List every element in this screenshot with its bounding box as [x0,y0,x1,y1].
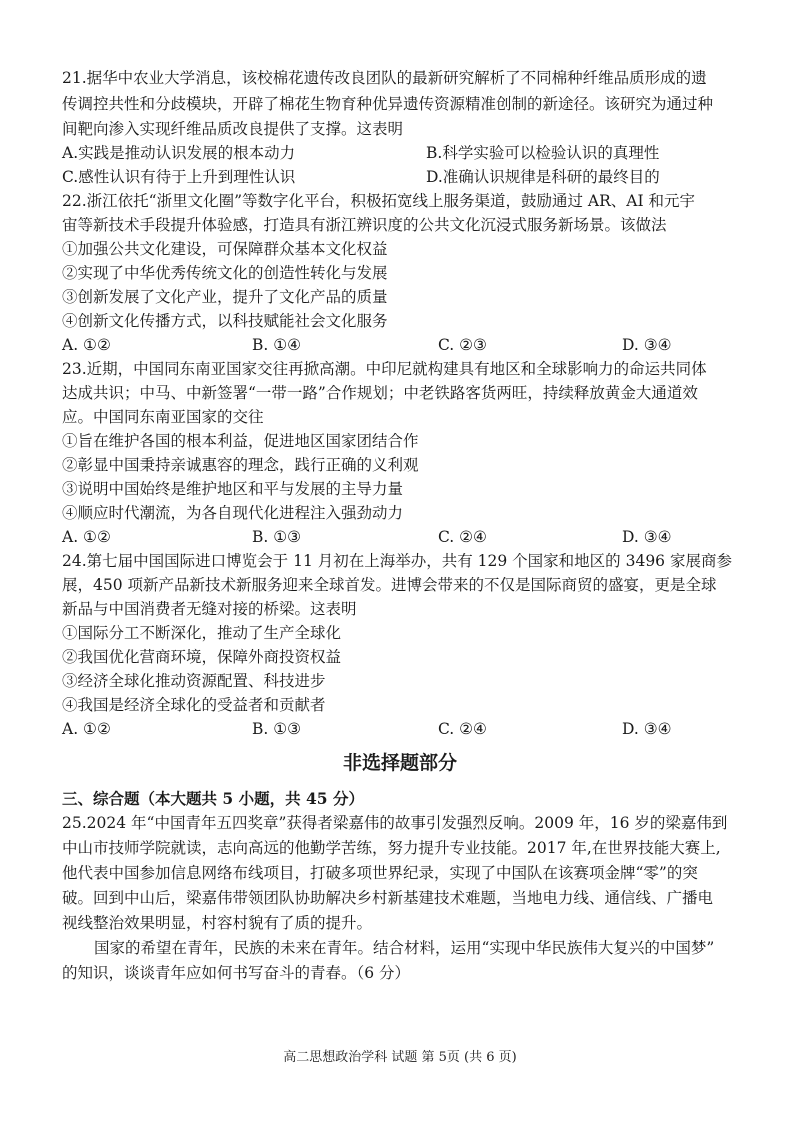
q25-material-line-2: 中山市技师学院就读，志向高远的他勤学苦练，努力提升专业技能。2017 年,在世界技能大赛上, [62,839,721,857]
q25-material-line-1: 25.2024 年“中国青年五四奖章”获得者梁嘉伟的故事引发强烈反响。2009 年，16 岁的梁嘉伟到 [62,814,728,832]
q22-item-1: ①加强公共文化建设，可保障群众基本文化权益 [62,240,388,258]
q23-item-1: ①旨在维护各国的根本利益，促进地区国家团结合作 [62,432,419,450]
q24-item-1: ①国际分工不断深化，推动了生产全球化 [62,624,342,642]
q23-option-a: A. ①② [62,528,111,546]
q22-item-2: ②实现了中华优秀传统文化的创造性转化与发展 [62,264,388,282]
q24-item-3: ③经济全球化推动资源配置、科技进步 [62,672,326,690]
q23-stem-line-2: 达成共识；中马、中新签署“一带一路”合作规划；中老铁路客货两旺，持续释放黄金大通道效 [62,384,698,402]
q23-options [62,525,738,549]
q23-stem-line-1: 23.近期，中国同东南亚国家交往再掀高潮。中印尼就构建具有地区和全球影响力的命运共同体 [62,360,707,378]
q25-material-line-3: 他代表中国参加信息网络布线项目，打破多项世界纪录，实现了中国队在该赛项金牌“零”的突 [62,864,698,882]
q25-material-line-4: 破。回到中山后，梁嘉伟带领团队协助解决乡村新基建技术难题，当地电力线、通信线、广播电 [62,889,714,907]
q21-option-a: A.实践是推动认识发展的根本动力 [62,144,296,162]
q21-option-b: B.科学实验可以检验认识的真理性 [426,144,660,162]
q22-item-4: ④创新文化传播方式，以科技赋能社会文化服务 [62,312,388,330]
q24-options [62,717,738,741]
q25-prompt-line-2: 的知识，谈谈青年应如何书写奋斗的青春。（6 分） [62,964,411,982]
q24-item-2: ②我国优化营商环境，保障外商投资权益 [62,648,342,666]
q22-stem-line-2: 宙等新技术手段提升体验感，打造具有浙江辨识度的公共文化沉浸式服务新场景。该做法 [62,216,667,234]
q24-option-b: B. ①③ [252,720,302,738]
q24-stem-line-3: 新品与中国消费者无缝对接的桥梁。这表明 [62,600,357,618]
q24-item-4: ④我国是经济全球化的受益者和贡献者 [62,696,326,714]
q23-option-d: D. ③④ [622,528,672,546]
q22-option-c: C. ②③ [438,336,487,354]
q21-option-d: D.准确认识规律是科研的最终目的 [426,168,660,186]
q21-stem-line-2: 传调控共性和分歧模块，开辟了棉花生物育种优异遗传资源精准创制的新途径。该研究为通过种 [62,95,714,113]
q24-option-a: A. ①② [62,720,111,738]
q21-stem-line-1: 21.据华中农业大学消息，该校棉花遗传改良团队的最新研究解析了不同棉种纤维品质形成的遗 [62,69,707,87]
q24-option-c: C. ②④ [438,720,487,738]
q22-option-b: B. ①④ [252,336,302,354]
q23-option-c: C. ②④ [438,528,487,546]
q21-option-c: C.感性认识有待于上升到理性认识 [62,168,296,186]
q24-option-d: D. ③④ [622,720,672,738]
q24-stem-line-1: 24.第七届中国国际进口博览会于 11 月初在上海举办，共有 129 个国家和地区的 3496 家展商参 [62,552,732,570]
q22-option-d: D. ③④ [622,336,672,354]
q22-option-a: A. ①② [62,336,111,354]
page-footer: 高二思想政治学科 试题 第 5页 (共 6 页) [283,1050,517,1065]
q21-stem-line-3: 间靶向渗入实现纤维品质改良提供了支撑。这表明 [62,120,404,138]
q22-options [62,333,738,357]
q23-item-2: ②彰显中国秉持亲诚惠容的理念，践行正确的义利观 [62,456,419,474]
section-title: 非选择题部分 [342,752,457,774]
q21-options-row-2 [62,165,738,189]
q23-item-3: ③说明中国始终是维护地区和平与发展的主导力量 [62,480,404,498]
q21-options-row-1 [62,141,738,165]
q23-option-b: B. ①③ [252,528,302,546]
part-title: 三、综合题（本大题共 5 小题，共 45 分） [62,789,364,808]
q22-item-3: ③创新发展了文化产业，提升了文化产品的质量 [62,288,388,306]
q23-item-4: ④顺应时代潮流，为各自现代化进程注入强劲动力 [62,504,404,522]
q25-prompt-line-1: 国家的希望在青年，民族的未来在青年。结合材料，运用“实现中华民族伟大复兴的中国梦” [94,939,715,957]
q24-stem-line-2: 展，450 项新产品新技术新服务迎来全球首发。进博会带来的不仅是国际商贸的盛宴，更是全球 [62,576,717,594]
q22-stem-line-1: 22.浙江依托“浙里文化圈”等数字化平台，积极拓宽线上服务渠道，鼓励通过 AR、AI 和元宇 [62,192,696,210]
q23-stem-line-3: 应。中国同东南亚国家的交往 [62,408,264,426]
q25-material-line-5: 视线整治效果明显，村容村貌有了质的提升。 [62,914,373,932]
